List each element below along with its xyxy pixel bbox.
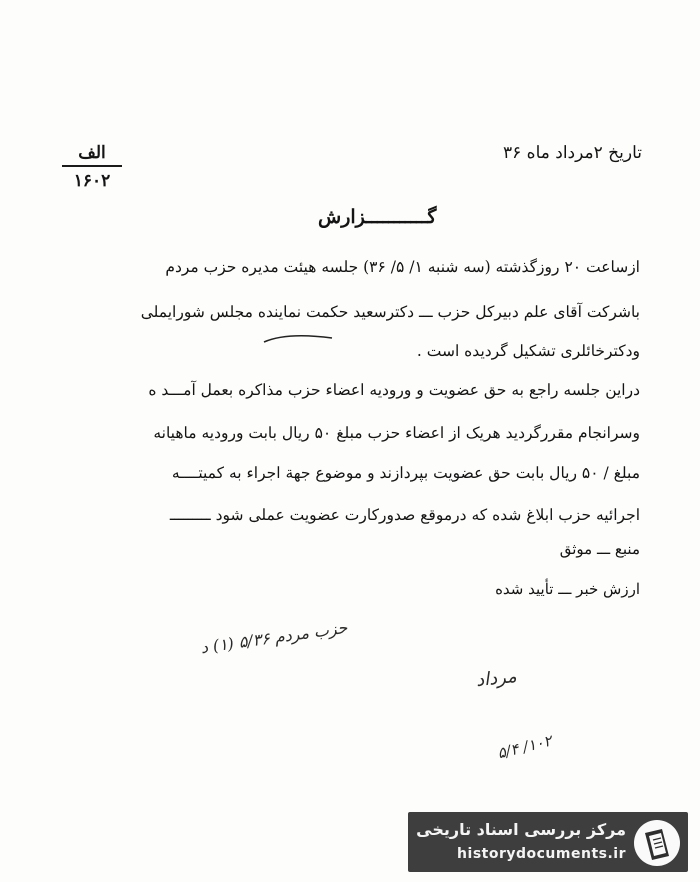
body-line-2: باشرکت آقای علم دبیرکل حزب ـــ دکترسعید حکمت نماینده مجلس شورایملی: [140, 303, 640, 321]
watermark-logo: [408, 812, 688, 872]
watermark-title: مرکز بررسی اسناد تاریخی: [416, 820, 626, 839]
news-value-line: ارزش خبر ـــ تأیید شده: [495, 580, 640, 598]
reference-letter: الف: [78, 143, 106, 163]
handwritten-underline-mark: [262, 332, 334, 346]
handwritten-note-right: مرداد: [475, 665, 518, 692]
body-line-7: اجرائیه حزب ابلاغ شده که درموقع صدورکارت عضویت عملی شود ـــــــــ: [169, 506, 640, 524]
document-archive-icon: [632, 818, 682, 868]
body-line-5: وسرانجام مقررگردید هریک از اعضاء حزب مبلغ ۵۰ ریال بابت ورودیه ماهیانه: [153, 424, 640, 442]
reference-number: ۱۶۰۲: [73, 171, 111, 191]
body-line-4: دراین جلسه راجع به حق عضویت و ورودیه اعضاء حزب مذاکره بعمل آمـــد ه: [148, 381, 640, 399]
watermark-url: historydocuments.ir: [457, 846, 626, 862]
body-line-6: مبلغ / ۵۰ ریال بابت حق عضویت بپردازند و موضوع جهة اجراء به کمیتــــه: [171, 464, 640, 482]
source-line: منبع ـــ موثق: [559, 540, 640, 558]
body-line-1: ازساعت ۲۰ روزگذشته (سه شنبه ۱/ ۵/ ۳۶) جلسه هیئت مدیره حزب مردم: [165, 258, 640, 276]
report-date: تاریخ ۲مرداد ماه ۳۶: [503, 143, 642, 163]
report-title: گـــــــــــزارش: [318, 206, 437, 228]
handwritten-file-number: ۱۰۲/ ۵/۴: [495, 731, 554, 763]
reference-divider: [62, 165, 122, 167]
body-line-3: ودکترخائلری تشکیل گردیده است .: [416, 342, 640, 360]
reference-block: [62, 143, 122, 191]
handwritten-note-left: حزب مردم ۵/۳۶ (۱) د: [199, 617, 349, 658]
